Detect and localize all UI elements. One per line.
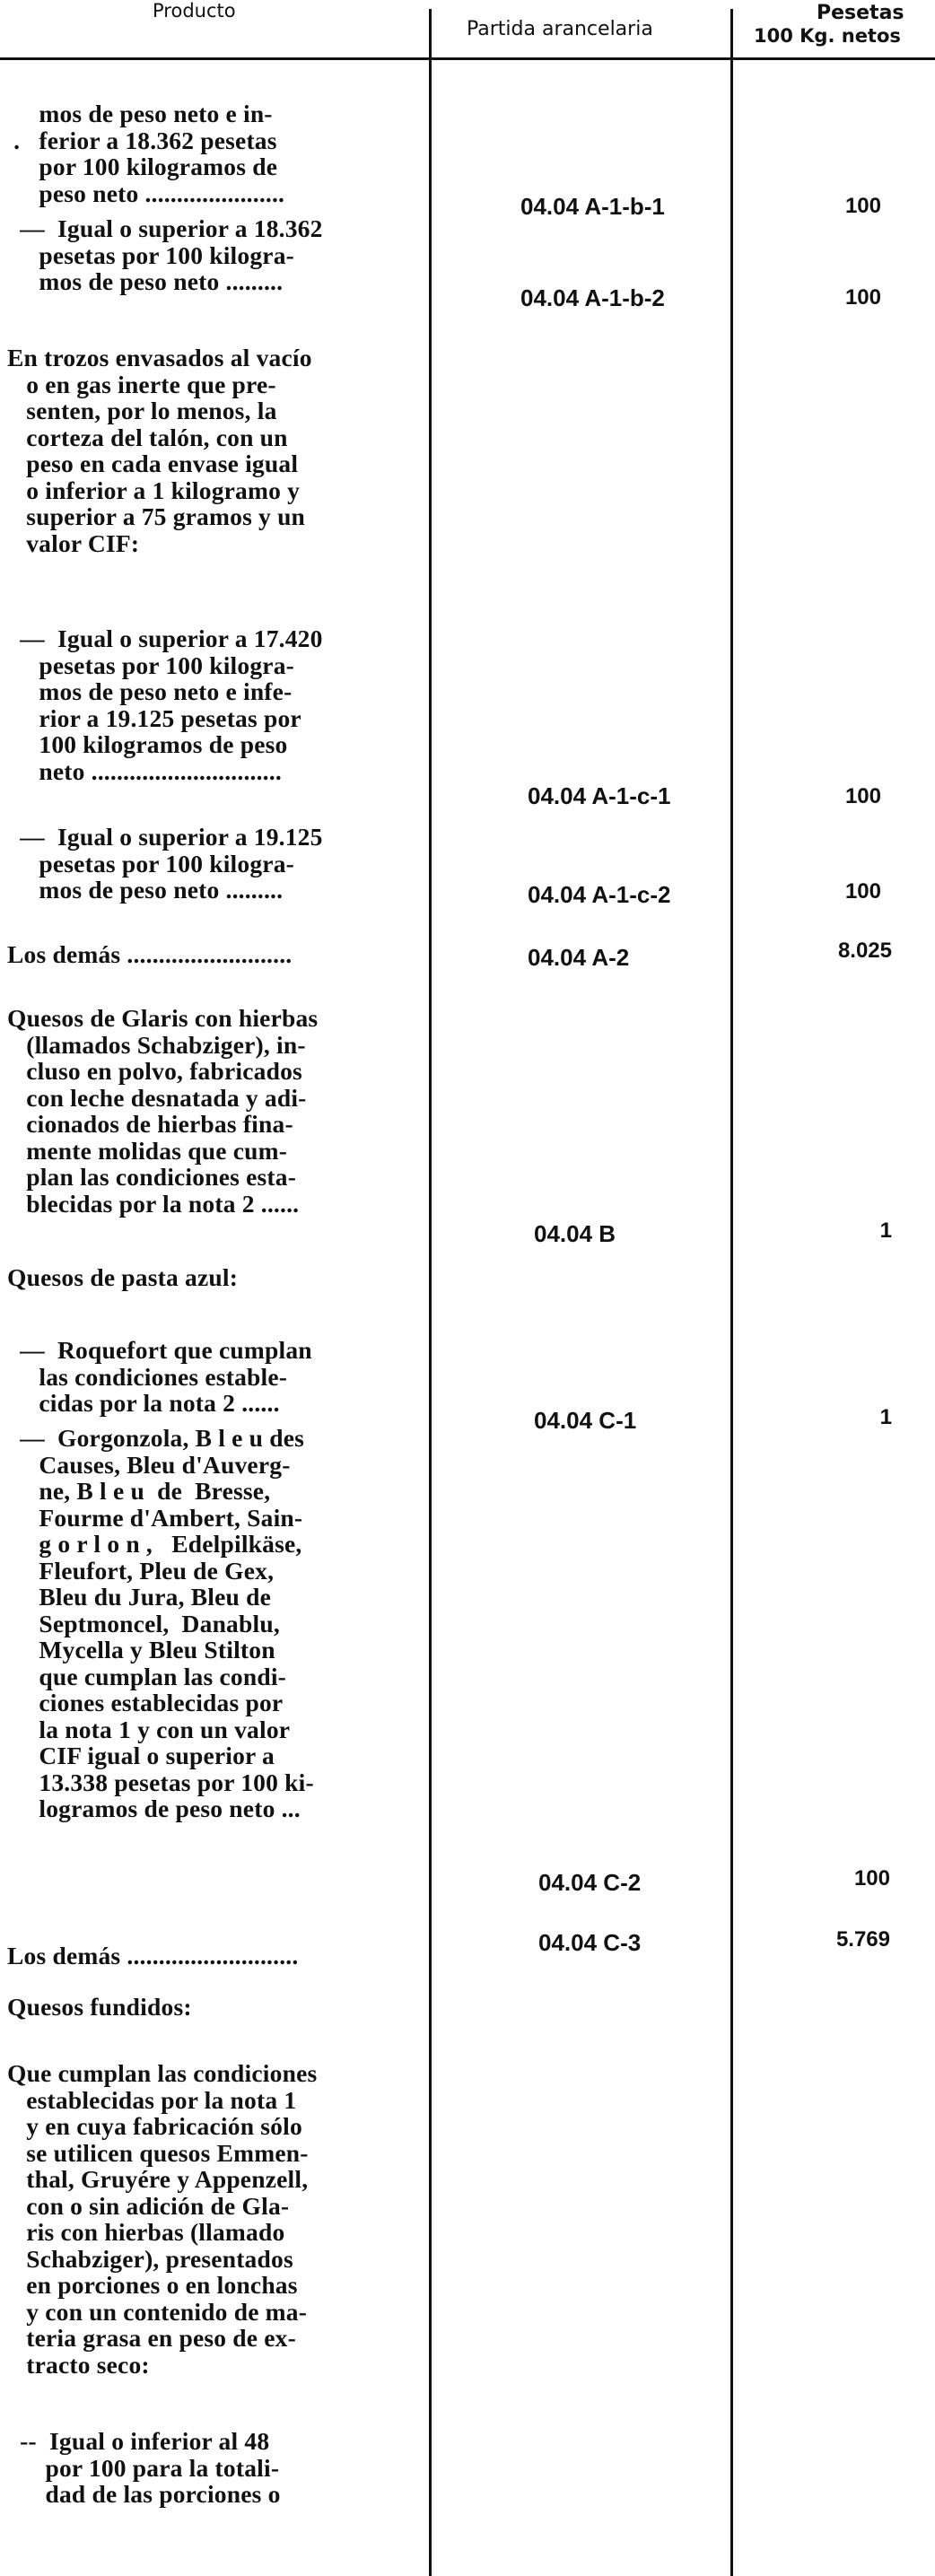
tariff-code: 04.04 A-1-b-1 bbox=[520, 193, 665, 220]
tariff-code: 04.04 C-1 bbox=[534, 1407, 637, 1434]
header-partida: Partida arancelaria bbox=[467, 18, 653, 40]
duty-value: 100 bbox=[844, 879, 881, 904]
duty-value: 5.769 bbox=[835, 1927, 890, 1952]
product-text: — Igual o superior a 19.125 pesetas por 100 kilogra- mos de peso neto ......... bbox=[20, 823, 323, 904]
product-text: — Roquefort que cumplan las condiciones estable- cidas por la nota 2 ...... bbox=[20, 1336, 312, 1417]
product-text: — Igual o superior a 17.420 pesetas por 100 kilogra- mos de peso neto e infe- rior a 19.125 pesetas por 100 kilogramos de peso neto .............................. bbox=[20, 624, 323, 785]
tariff-code: 04.04 B bbox=[534, 1220, 616, 1247]
product-text: En trozos envasados al vacío o en gas inerte que pre- senten, por lo menos, la corteza del talón, con un peso en cada envase igual o inferior a 1 kilogramo y superior a 75 gramos y un valor CIF: bbox=[7, 344, 312, 557]
duty-value: 8.025 bbox=[837, 939, 892, 963]
product-text: — Igual o superior a 18.362 pesetas por 100 kilogra- mos de peso neto ......... bbox=[20, 214, 323, 295]
product-text: Quesos de pasta azul: bbox=[7, 1263, 239, 1291]
tariff-code: 04.04 C-2 bbox=[538, 1869, 642, 1896]
header-rule bbox=[0, 57, 935, 60]
column-divider-1 bbox=[429, 9, 432, 2576]
product-text: Quesos fundidos: bbox=[7, 1993, 192, 2021]
header-pesetas: Pesetas bbox=[817, 2, 904, 24]
tariff-code: 04.04 C-3 bbox=[538, 1929, 642, 1956]
tariff-code: 04.04 A-1-c-1 bbox=[528, 782, 671, 809]
product-text: -- Igual o inferior al 48 por 100 para la totali- dad de las porciones o bbox=[20, 2427, 281, 2508]
product-text: Los demás ........................... bbox=[7, 1942, 299, 1969]
tariff-code: 04.04 A-1-b-2 bbox=[520, 284, 665, 311]
product-text: Los demás .......................... bbox=[7, 940, 293, 968]
column-divider-2 bbox=[730, 9, 733, 2576]
product-text: Que cumplan las condiciones establecidas por la nota 1 y en cuya fabricación sólo se utilicen quesos Emmen- thal, Gruyére y Appenzell, con o sin adición de Gla- ris con hierbas (llamado Schabziger), presentados en porciones o en lonchas y con un contenido de ma- teria grasa en peso de ex- tracto seco: bbox=[7, 2059, 318, 2379]
product-text: — Gorgonzola, B l e u des Causes, Bleu d'Auverg- ne, B l e u de Bresse, Fourme d'Ambert, Sain- g o r l o n , Edelpilkäse, Fleufort, Pleu de Gex, Bleu du Jura, Bleu de Septmoncel, Danablu, Mycella y Bleu Stilton que cumplan las condi- ciones establecidas por la nota 1 y con un valor CIF igual o superior a 13.338 pesetas por 100 ki- logramos de peso neto ... bbox=[20, 1424, 314, 1822]
duty-value: 1 bbox=[879, 1405, 892, 1429]
product-text: Quesos de Glaris con hierbas (llamados Schabziger), in- cluso en polvo, fabricados con leche desnatada y adi- cionados de hierbas fina- mente molidas que cum- plan las condiciones esta- blecidas por la nota 2 ...... bbox=[7, 1004, 319, 1218]
tariff-code: 04.04 A-1-c-2 bbox=[528, 881, 671, 908]
duty-value: 100 bbox=[844, 784, 881, 808]
duty-value: 1 bbox=[879, 1218, 892, 1243]
tariff-code: 04.04 A-2 bbox=[528, 944, 630, 971]
header-pesetas-unit: 100 Kg. netos bbox=[754, 25, 901, 47]
header-producto: Producto bbox=[153, 0, 236, 22]
product-text: mos de peso neto e in- . ferior a 18.362 pesetas por 100 kilogramos de peso neto ...................... bbox=[13, 100, 285, 207]
duty-value: 100 bbox=[844, 194, 881, 218]
duty-value: 100 bbox=[853, 1866, 890, 1891]
duty-value: 100 bbox=[844, 285, 881, 310]
